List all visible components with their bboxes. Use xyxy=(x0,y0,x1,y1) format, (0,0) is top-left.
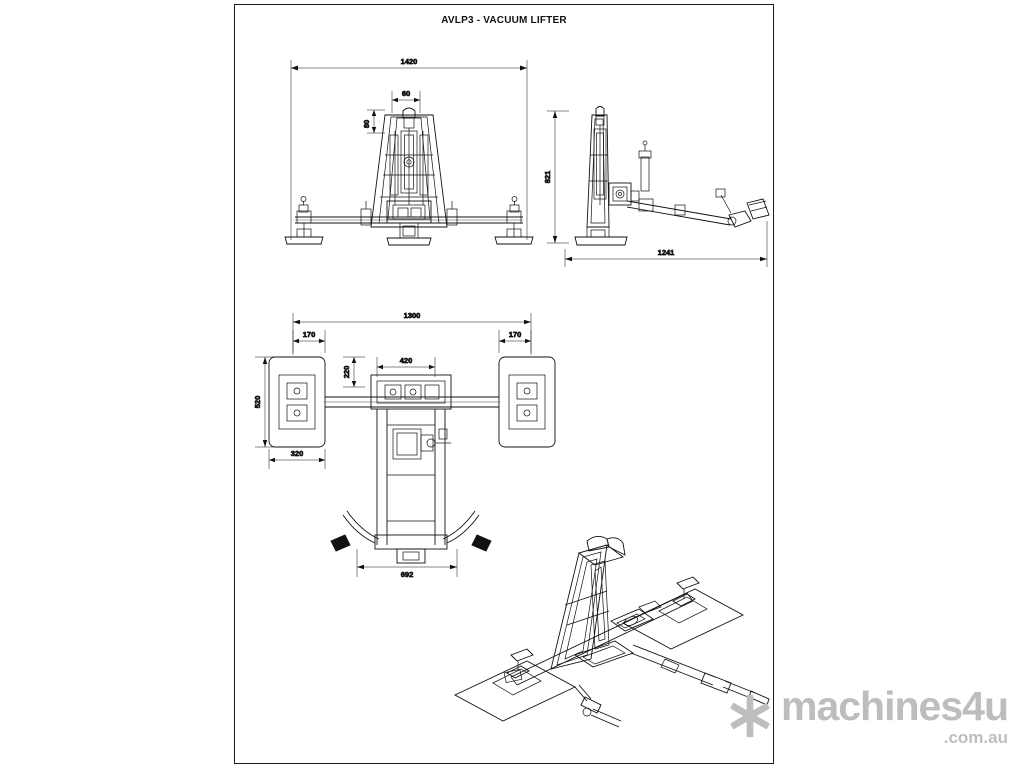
svg-text:170: 170 xyxy=(508,330,522,339)
svg-text:420: 420 xyxy=(399,356,413,365)
svg-text:320: 320 xyxy=(290,449,304,458)
brand-name: machines4u xyxy=(781,683,1008,729)
svg-text:821: 821 xyxy=(543,170,552,184)
svg-text:80: 80 xyxy=(362,119,371,129)
plan-view xyxy=(253,311,555,579)
svg-text:220: 220 xyxy=(342,365,351,379)
svg-text:1241: 1241 xyxy=(657,248,675,257)
svg-text:1300: 1300 xyxy=(403,311,421,320)
front-elevation-view xyxy=(285,57,533,245)
brand-tld: .com.au xyxy=(943,728,1008,747)
page-title: AVLP3 - VACUUM LIFTER xyxy=(441,15,567,26)
technical-drawing xyxy=(235,5,775,765)
svg-text:692: 692 xyxy=(400,570,414,579)
brand-text xyxy=(781,683,1008,747)
drawing-sheet xyxy=(234,4,774,764)
svg-text:60: 60 xyxy=(401,89,411,98)
side-elevation-view xyxy=(543,107,769,268)
svg-text:170: 170 xyxy=(302,330,316,339)
svg-text:520: 520 xyxy=(253,395,262,409)
isometric-view xyxy=(455,536,769,727)
machines4u-watermark xyxy=(727,683,1008,747)
asterisk-icon xyxy=(727,693,773,739)
svg-text:1420: 1420 xyxy=(400,57,418,66)
